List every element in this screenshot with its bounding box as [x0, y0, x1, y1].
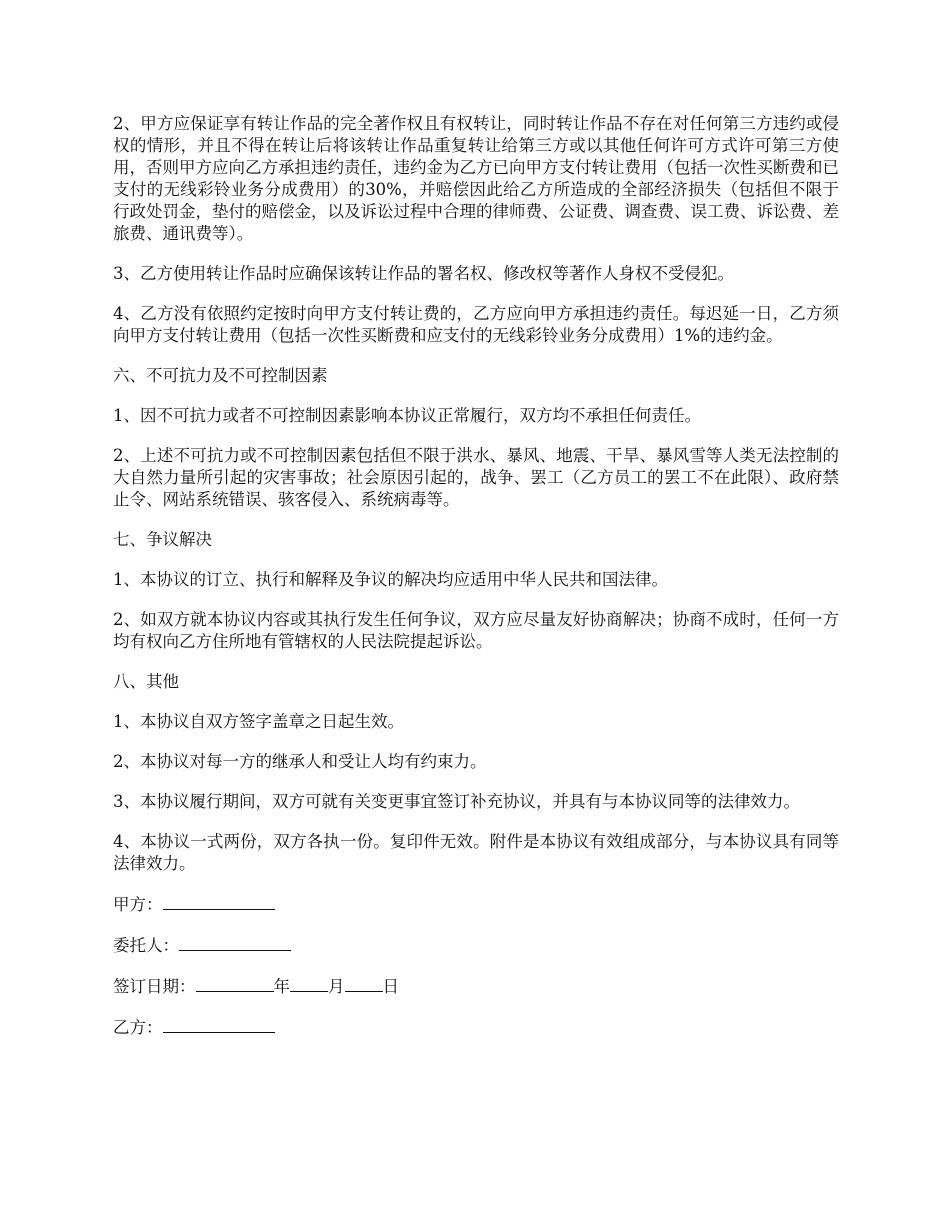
section-heading-7: 七、争议解决 [113, 530, 212, 549]
clause-6-2: 2、上述不可抗力或不可控制因素包括但不限于洪水、暴风、地震、干旱、暴风雪等人类无法控制的大自然力量所引起的灾害事故；社会原因引起的，战争、罢工（乙方员工的罢工不在此限）、政府禁止令、网站系统错误、骇客侵入、系统病毒等。 [113, 446, 839, 509]
document-body [113, 113, 839, 1057]
day-blank[interactable] [345, 975, 383, 992]
section-heading-6: 六、不可抗力及不可控制因素 [113, 366, 328, 385]
month-label: 月 [328, 977, 345, 996]
month-blank[interactable] [290, 975, 328, 992]
principal-signature-line [113, 934, 839, 957]
clause-8-3: 3、本协议履行期间，双方可就有关变更事宜签订补充协议，并具有与本协议同等的法律效力。 [113, 792, 800, 811]
day-label: 日 [382, 977, 399, 996]
clause-7-1: 1、本协议的订立、执行和解释及争议的解决均应适用中华人民共和国法律。 [113, 570, 668, 589]
principal-label: 委托人： [113, 936, 179, 955]
clause-8-4: 4、本协议一式两份，双方各执一份。复印件无效。附件是本协议有效组成部分，与本协议具有同等法律效力。 [113, 832, 839, 873]
party-b-label: 乙方： [113, 1018, 163, 1037]
section-heading-8: 八、其他 [113, 672, 179, 691]
party-b-signature-line [113, 1016, 839, 1039]
clause-6-1: 1、因不可抗力或者不可控制因素影响本协议正常履行，双方均不承担任何责任。 [113, 406, 701, 425]
party-a-blank[interactable] [163, 893, 275, 910]
party-a-label: 甲方： [113, 895, 163, 914]
clause-5-2: 2、甲方应保证享有转让作品的完全著作权且有权转让，同时转让作品不存在对任何第三方违约或侵权的情形，并且不得在转让后将该转让作品重复转让给第三方或以其他任何许可方式许可第三方使用，否则甲方应向乙方承担违约责任，违约金为乙方已向甲方支付转让费用（包括一次性买断费和已支付的无线彩铃业务分成费用）的30%，并赔偿因此给乙方所造成的全部经济损失（包括但不限于行政处罚金，垫付的赔偿金，以及诉讼过程中合理的律师费、公证费、调查费、误工费、诉讼费、差旅费、通讯费等）。 [113, 114, 839, 243]
party-b-blank[interactable] [163, 1016, 275, 1033]
clause-7-2: 2、如双方就本协议内容或其执行发生任何争议，双方应尽量友好协商解决；协商不成时，任何一方均有权向乙方住所地有管辖权的人民法院提起诉讼。 [113, 610, 839, 651]
year-label: 年 [273, 977, 290, 996]
clause-5-4: 4、乙方没有依照约定按时向甲方支付转让费的，乙方应向甲方承担违约责任。每迟延一日，乙方须向甲方支付转让费用（包括一次性买断费和应支付的无线彩铃业务分成费用）1%的违约金。 [113, 304, 839, 345]
signing-date-line [113, 975, 839, 998]
party-a-signature-line [113, 893, 839, 916]
date-label: 签订日期： [113, 977, 196, 996]
year-blank[interactable] [196, 975, 274, 992]
clause-8-1: 1、本协议自双方签字盖章之日起生效。 [113, 712, 404, 731]
clause-5-3: 3、乙方使用转让作品时应确保该转让作品的署名权、修改权等著作人身权不受侵犯。 [113, 264, 734, 283]
clause-8-2: 2、本协议对每一方的继承人和受让人均有约束力。 [113, 752, 487, 771]
principal-blank[interactable] [179, 934, 291, 951]
